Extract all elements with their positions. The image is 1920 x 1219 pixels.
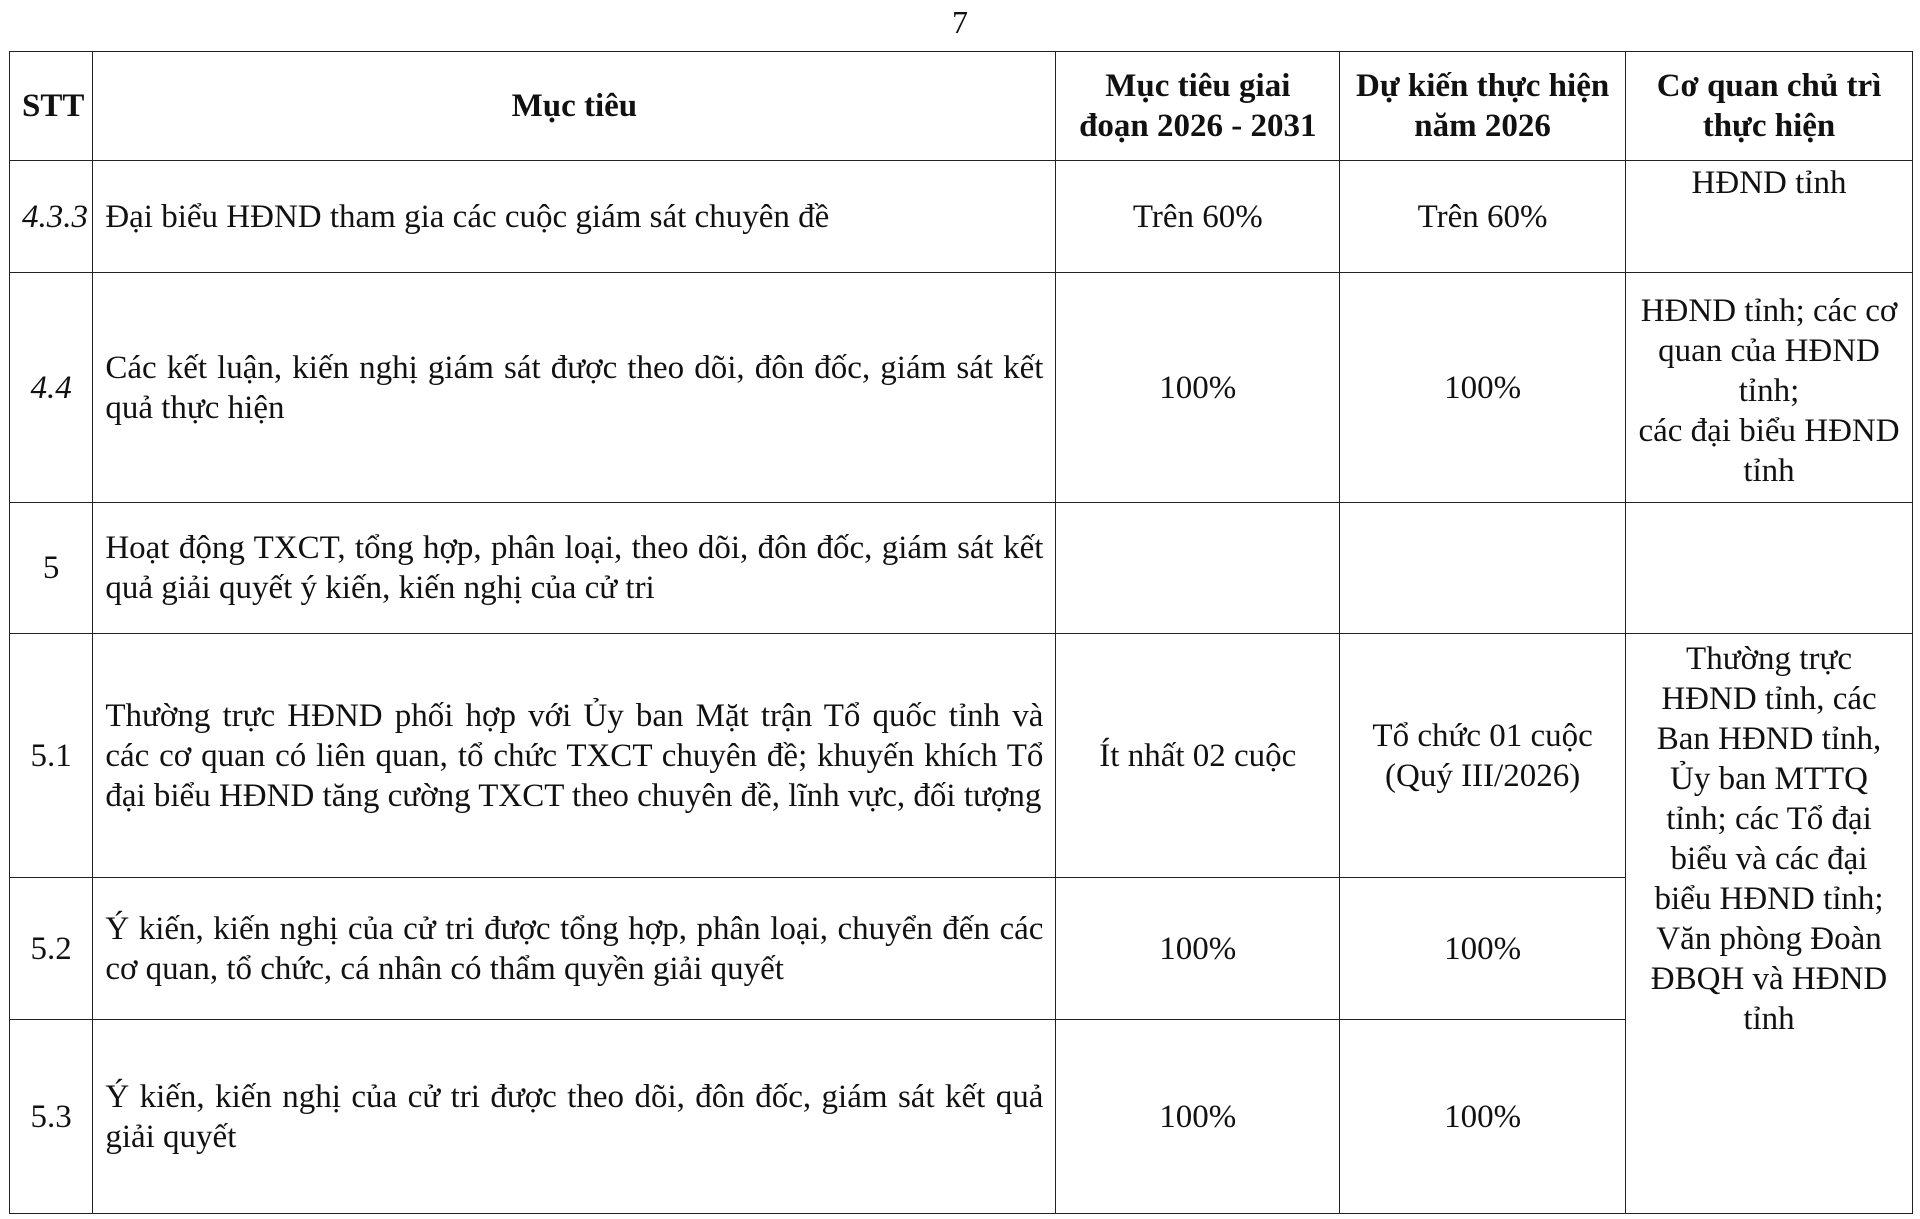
table-header-row [10, 52, 1913, 161]
row-stt: 4.4 [10, 273, 93, 503]
row-plan: 100% [1340, 1020, 1626, 1214]
row-lead-agency [1626, 503, 1913, 634]
row-lead-agency-line-1: HĐND tỉnh; các cơ quan của HĐND tỉnh; [1640, 292, 1898, 409]
row-lead-agency-line-2: các đại biểu HĐND tỉnh [1638, 412, 1900, 489]
row-plan: 100% [1340, 878, 1626, 1020]
row-target: 100% [1056, 1020, 1340, 1214]
row-lead-agency: HĐND tỉnh [1626, 161, 1913, 273]
row-stt: 4.3.3 [10, 161, 93, 273]
row-stt: 5.1 [10, 634, 93, 878]
row-stt: 5.3 [10, 1020, 93, 1214]
table-row [10, 161, 1913, 273]
row-goal: Thường trực HĐND phối hợp với Ủy ban Mặt trận Tổ quốc tỉnh và các cơ quan có liên quan, tổ chức TXCT chuyên đề; khuyến khích Tổ đại biểu HĐND tăng cường TXCT theo chuyên đề, lĩnh vực, đối tượng [93, 634, 1056, 878]
row-plan [1340, 503, 1626, 634]
header-goal: Mục tiêu [93, 52, 1056, 161]
page-number: 7 [952, 4, 968, 40]
row-target [1056, 503, 1340, 634]
header-lead-agency [1626, 52, 1913, 161]
header-target-line-2: đoạn 2026 - 2031 [1079, 108, 1317, 144]
targets-table [9, 51, 1913, 1214]
row-goal: Đại biểu HĐND tham gia các cuộc giám sát chuyên đề [93, 161, 1056, 273]
row-goal: Ý kiến, kiến nghị của cử tri được tổng hợp, phân loại, chuyển đến các cơ quan, tổ chức, cá nhân có thẩm quyền giải quyết [93, 878, 1056, 1020]
header-target-2026-2031 [1056, 52, 1340, 161]
header-stt: STT [10, 52, 93, 161]
table-row [10, 273, 1913, 503]
header-plan-line-1: Dự kiến thực hiện [1355, 68, 1610, 104]
row-stt: 5.2 [10, 878, 93, 1020]
row-stt: 5 [10, 503, 93, 634]
row-goal: Các kết luận, kiến nghị giám sát được theo dõi, đôn đốc, giám sát kết quả thực hiện [93, 273, 1056, 503]
row-lead-agency [1626, 273, 1913, 503]
row-plan: Trên 60% [1340, 161, 1626, 273]
row-plan [1340, 634, 1626, 878]
table-row [10, 503, 1913, 634]
group-lead-agency: Thường trực HĐND tỉnh, các Ban HĐND tỉnh, Ủy ban MTTQ tỉnh; các Tổ đại biểu và các đại biểu HĐND tỉnh; Văn phòng Đoàn ĐBQH và HĐND tỉnh [1626, 634, 1913, 1214]
row-plan: 100% [1340, 273, 1626, 503]
header-org-line-2: thực hiện [1702, 108, 1836, 144]
row-target: 100% [1056, 878, 1340, 1020]
header-org-line-1: Cơ quan chủ trì [1656, 68, 1882, 104]
row-plan-line-2: (Quý III/2026) [1385, 757, 1581, 794]
row-target: Trên 60% [1056, 161, 1340, 273]
row-target: 100% [1056, 273, 1340, 503]
row-goal: Hoạt động TXCT, tổng hợp, phân loại, theo dõi, đôn đốc, giám sát kết quả giải quyết ý kiến, kiến nghị của cử tri [93, 503, 1056, 634]
row-target: Ít nhất 02 cuộc [1056, 634, 1340, 878]
row-goal: Ý kiến, kiến nghị của cử tri được theo dõi, đôn đốc, giám sát kết quả giải quyết [93, 1020, 1056, 1214]
row-plan-line-1: Tổ chức 01 cuộc [1372, 717, 1593, 754]
table-row [10, 634, 1913, 878]
header-target-line-1: Mục tiêu giai [1105, 68, 1291, 104]
header-plan-2026 [1340, 52, 1626, 161]
header-plan-line-2: năm 2026 [1414, 108, 1551, 144]
